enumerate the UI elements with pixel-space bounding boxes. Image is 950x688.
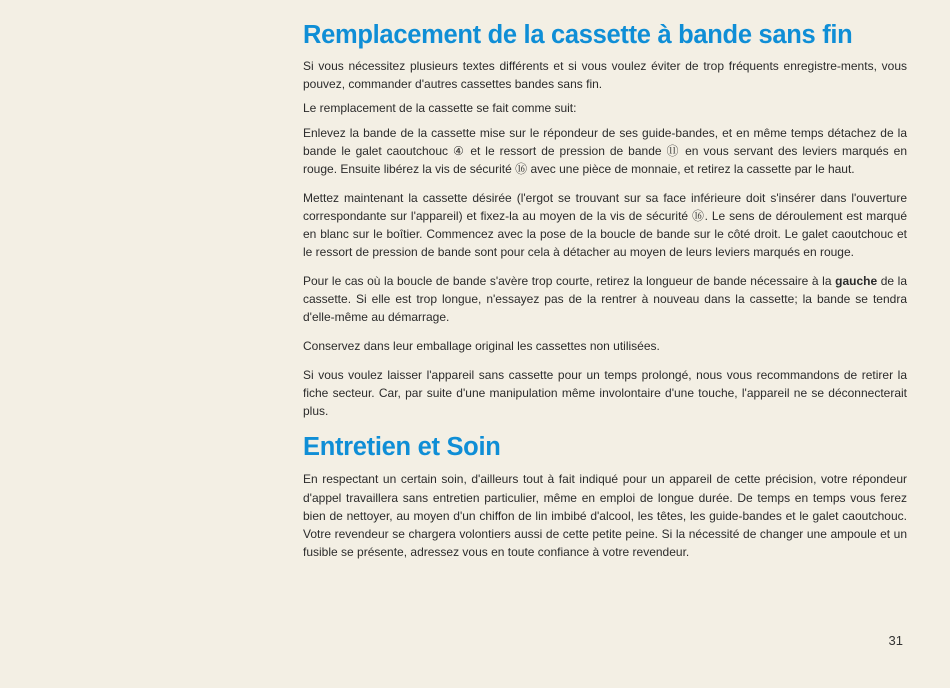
- page-content: [303, 20, 907, 572]
- paragraph-loop-length-end: de la cassette. Si elle est trop longue, n'essayez pas de la rentrer à nouveau dans la cassette; la bande se tendra d'elle-même au démarrage.: [303, 274, 908, 325]
- paragraph-procedure-intro: Le remplacement de la cassette se fait comme suit:: [303, 101, 577, 116]
- paragraph-unplug: Si vous voulez laisser l'appareil sans cassette pour un temps prolongé, nous vous recommandons de retirer la fiche secteur. Car, par suite d'une manipulation même involontaire d'une touche, l'appareil ne se déconnecterait plus.: [303, 367, 907, 419]
- paragraph-loop-length-start: Pour le cas où la boucle de bande s'avère trop courte, retirez la longueur de bande nécessaire à la: [303, 274, 836, 289]
- page-number: 31: [888, 633, 903, 648]
- section-title-maintenance: Entretien et Soin: [303, 433, 501, 462]
- emphasis-gauche: gauche: [835, 274, 878, 289]
- paragraph-maintenance: En respectant un certain soin, d'ailleurs tout à fait indiqué pour un appareil de cette précision, votre répondeur d'appel travaillera sans entretien particulier, même en emploi de longue durée. De temps en temps vous ferez bien de nettoyer, au moyen d'un chiffon de lin imbibé d'alcool, les têtes, les guide-bandes et le galet caoutchouc. Votre revendeur se chargera volontiers aussi de cette petite peine. Si la nécessité de changer une ampoule et un fusible se présente, adressez vous en toute confiance à votre revendeur.: [303, 472, 907, 560]
- paragraph-loop-length: [303, 272, 907, 327]
- paragraph-insert-cassette: Mettez maintenant la cassette désirée (l'ergot se trouvant sur sa face inférieure doit s'insérer dans l'ouverture correspondante sur l'appareil) et fixez-la au moyen de la vis de sécurité ⑯. Le sens de déroulement est marqué en blanc sur le boîtier. Commencez avec la pose de la boucle de bande sur le côté droit. Le galet caoutchouc et le ressort de pression de bande sont pour cela à détacher au moyen de leurs leviers marqués en rouge.: [303, 190, 907, 260]
- paragraph-remove-cassette: Enlevez la bande de la cassette mise sur le répondeur de ses guide-bandes, et en même temps détachez de la bande le galet caoutchouc ④ et le ressort de pression de bande ⑪ en vous servant des leviers marqués en rouge. Ensuite libérez la vis de sécurité ⑯ avec une pièce de monnaie, et retirez la cassette par le haut.: [303, 125, 907, 177]
- section-title-cassette-replacement: Remplacement de la cassette à bande sans fin: [303, 21, 853, 49]
- paragraph-storage: Conservez dans leur emballage original les cassettes non utilisées.: [303, 339, 660, 354]
- paragraph-intro: Si vous nécessitez plusieurs textes différents et si vous voulez éviter de trop fréquents enregistre-ments, vous pouvez, commander d'autres cassettes bandes sans fin.: [303, 59, 907, 92]
